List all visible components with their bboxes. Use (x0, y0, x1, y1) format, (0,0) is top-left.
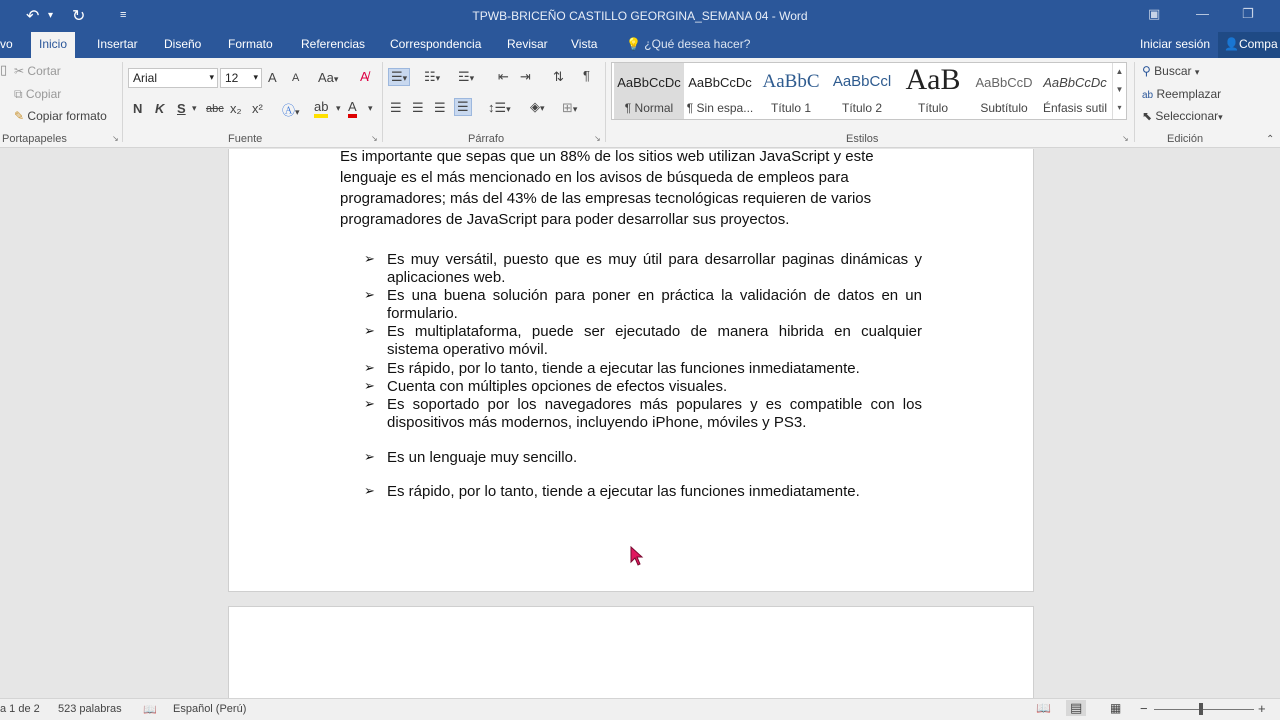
ribbon (0, 58, 1280, 148)
dialog-launcher-icon[interactable]: ↘ (594, 134, 601, 143)
arrow-bullet-icon: ➢ (364, 287, 375, 302)
numbering-icon[interactable]: ☷▾ (424, 69, 441, 84)
redo-icon[interactable]: ↻ (72, 8, 86, 25)
read-mode-icon[interactable]: 📖 (1036, 701, 1051, 715)
replace-icon: ab (1142, 90, 1154, 101)
search-icon: ⚲ (1142, 64, 1151, 78)
arrow-bullet-icon: ➢ (364, 323, 375, 338)
increase-indent-icon[interactable]: ⇥ (520, 69, 531, 84)
chevron-down-icon: ▾ (253, 72, 258, 82)
replace-label: Reemplazar (1156, 87, 1222, 101)
clipboard-group-label: Portapapeles (2, 133, 67, 145)
intro-paragraph: Es importante que sepas que un 88% de los sitios web utilizan JavaScript y este lenguaje es el más mencionado en los avisos de búsqueda de empleos para programadores; más del 43% de las empresas tecnológicas requieren de varios programadores de JavaScript para poder desarrollar sus proyectos. (340, 149, 874, 228)
paste-icon[interactable]: ▯ (0, 62, 8, 77)
person-icon: 👤 (1224, 37, 1239, 51)
ribbon-tabs (0, 32, 1280, 58)
style-name: Título 2 (841, 101, 883, 115)
cut-button[interactable] (14, 64, 61, 78)
shrink-font-button[interactable]: A (292, 72, 300, 84)
undo-icon[interactable]: ↶ (26, 8, 40, 25)
ribbon-display-icon[interactable]: ▣ (1148, 6, 1161, 21)
find-label: Buscar (1154, 64, 1192, 78)
multilevel-list-icon[interactable]: ☲▾ (458, 69, 475, 84)
clear-formatting-icon[interactable]: A̸ (360, 69, 369, 84)
proofing-icon[interactable]: 📖 (143, 704, 157, 716)
change-case-label: Aa (318, 70, 334, 85)
copy-label: Copiar (25, 87, 62, 101)
align-right-icon[interactable]: ☰ (434, 100, 446, 115)
paragraph-group-label: Párrafo (468, 133, 505, 145)
arrow-bullet-icon: ➢ (364, 483, 375, 498)
sort-icon[interactable]: ⇅ (553, 69, 564, 84)
dialog-launcher-icon[interactable]: ↘ (1122, 134, 1129, 143)
font-name-value: Arial (133, 71, 158, 85)
divider (605, 62, 606, 142)
justify-icon[interactable]: ☰ (454, 98, 472, 116)
style-preview: AaB (905, 63, 961, 96)
bullet-item: Cuenta con múltiples opciones de efectos visuales. (387, 378, 728, 395)
bullet-item: Es soportado por los navegadores más populares y es compatible con los dispositivos más modernos, incluyendo iPhone, móviles y PS3. (387, 396, 922, 431)
document-area (0, 149, 1280, 698)
share-button[interactable] (1218, 32, 1280, 58)
bold-button[interactable]: N (133, 101, 143, 116)
align-left-icon[interactable]: ☰ (390, 100, 402, 115)
bullet-item: Es muy versátil, puesto que es muy útil para desarrollar paginas dinámicas y aplicaciones web. (387, 251, 922, 286)
font-name-box[interactable] (128, 68, 218, 88)
style-subtle-emphasis[interactable] (1040, 63, 1110, 119)
divider (122, 62, 123, 142)
tab-home[interactable]: Inicio (31, 32, 75, 58)
shading-icon[interactable]: ◈▾ (530, 99, 545, 114)
style-name: Subtítulo (980, 101, 1028, 115)
page-1[interactable] (228, 149, 1034, 592)
editing-group-label: Edición (1167, 133, 1204, 145)
format-painter-button[interactable] (14, 109, 107, 123)
underline-button[interactable]: S (177, 101, 186, 116)
borders-icon[interactable]: ⊞▾ (562, 100, 578, 115)
copy-icon: ⧉ (14, 87, 23, 101)
minimize-icon[interactable]: — (1196, 6, 1209, 21)
zoom-slider[interactable] (1154, 709, 1254, 710)
decrease-indent-icon[interactable]: ⇤ (498, 69, 509, 84)
font-size-box[interactable] (220, 68, 262, 88)
collapse-ribbon-icon[interactable]: ⌃ (1266, 134, 1275, 145)
font-group-label: Fuente (228, 133, 263, 145)
chevron-down-icon: ▾ (209, 72, 214, 82)
scissors-icon: ✂ (14, 64, 25, 78)
zoom-out-icon[interactable]: − (1140, 701, 1148, 716)
tab-insert[interactable]: Insertar (97, 37, 138, 51)
font-color-dropdown-icon[interactable]: ▾ (368, 103, 373, 113)
tab-references[interactable]: Referencias (301, 37, 366, 51)
style-preview: AaBbCcl (832, 73, 892, 90)
style-preview: AaBbCcD (975, 75, 1033, 90)
style-preview: AaBbCcDc (617, 75, 681, 90)
style-name: Título 1 (770, 101, 812, 115)
dialog-launcher-icon[interactable]: ↘ (112, 134, 119, 143)
styles-gallery (611, 62, 1127, 120)
style-preview: AaBbCcDc (1043, 75, 1107, 90)
tab-view[interactable]: Vista (571, 37, 598, 51)
window-title: TPWB-BRICEÑO CASTILLO GEORGINA_SEMANA 04 - Word (472, 9, 808, 23)
cut-label: Cortar (27, 64, 61, 78)
highlight-icon[interactable]: ab (314, 99, 328, 118)
tab-design[interactable]: Diseño (164, 37, 202, 51)
cursor-select-icon: ⬉ (1142, 109, 1153, 123)
dialog-launcher-icon[interactable]: ↘ (371, 134, 378, 143)
lightbulb-icon: 💡 (626, 37, 641, 51)
arrow-bullet-icon: ➢ (364, 396, 375, 411)
zoom-in-icon[interactable]: + (1258, 701, 1266, 716)
title-bar (0, 0, 1280, 32)
style-preview: AaBbC (762, 71, 820, 92)
replace-button[interactable] (1142, 87, 1221, 101)
style-name: Énfasis sutil (1042, 101, 1108, 115)
style-heading-1[interactable] (756, 63, 826, 119)
strikethrough-button[interactable]: abc (206, 103, 224, 115)
page-count[interactable]: a 1 de 2 (0, 703, 40, 715)
bullets-icon[interactable]: ☰▾ (388, 68, 410, 86)
format-painter-label: Copiar formato (27, 109, 107, 123)
tab-file[interactable]: vo (0, 37, 13, 51)
underline-dropdown-icon[interactable]: ▾ (192, 103, 197, 113)
select-button[interactable]: ⬉ Seleccionar▾ (1142, 109, 1223, 123)
arrow-bullet-icon: ➢ (364, 251, 375, 266)
highlight-dropdown-icon[interactable]: ▾ (336, 103, 341, 113)
style-subtitle[interactable] (969, 63, 1039, 119)
bullet-item: Es una buena solución para poner en práctica la validación de datos en un formulario. (387, 287, 922, 322)
arrow-bullet-icon: ➢ (364, 360, 375, 375)
tab-mailings[interactable]: Correspondencia (390, 37, 482, 51)
styles-group-label: Estilos (846, 133, 879, 145)
undo-dropdown-icon[interactable]: ▾ (48, 10, 54, 21)
tab-review[interactable]: Revisar (507, 37, 548, 51)
gallery-scroll[interactable]: ▲ ▼ ▾ (1112, 63, 1126, 119)
share-label: Compa (1238, 37, 1278, 51)
style-no-spacing[interactable] (685, 63, 755, 119)
style-name: ¶ Normal (624, 101, 674, 115)
grow-font-button[interactable]: A (268, 70, 277, 85)
tell-me-text: ¿Qué desea hacer? (644, 37, 751, 51)
sign-in-link[interactable]: Iniciar sesión (1140, 37, 1211, 51)
language-indicator[interactable]: Español (Perú) (173, 703, 247, 715)
arrow-bullet-icon: ➢ (364, 378, 375, 393)
find-button[interactable]: ⚲ Buscar ▾ (1142, 64, 1200, 78)
word-count[interactable]: 523 palabras (58, 703, 122, 715)
style-heading-2[interactable] (827, 63, 897, 119)
italic-button[interactable]: K (155, 101, 165, 116)
subscript-button[interactable]: x₂ (230, 101, 242, 116)
status-bar (0, 698, 1280, 720)
select-label: Seleccionar (1155, 109, 1219, 123)
print-layout-icon[interactable]: ▤ (1066, 700, 1086, 716)
bullet-item: Es un lenguaje muy sencillo. (387, 449, 578, 466)
line-spacing-icon[interactable]: ↕☰▾ (488, 100, 511, 115)
font-color-icon[interactable]: A (348, 99, 357, 118)
brush-icon: ✎ (14, 109, 25, 123)
text-effects-icon[interactable]: Ⓐ▾ (282, 103, 300, 118)
mouse-cursor-icon (630, 546, 644, 566)
style-name: ¶ Sin espa... (686, 101, 754, 115)
restore-icon[interactable]: ❐ (1242, 6, 1254, 21)
arrow-bullet-icon: ➢ (364, 449, 375, 464)
align-center-icon[interactable]: ☰ (412, 100, 424, 115)
bullet-item: Es multiplataforma, puede ser ejecutado de manera hibrida en cualquier sistema operativo móvil. (387, 323, 922, 358)
font-size-value: 12 (225, 71, 239, 85)
web-layout-icon[interactable]: ▦ (1110, 701, 1122, 715)
pilcrow-icon[interactable]: ¶ (583, 68, 590, 83)
zoom-slider-thumb[interactable] (1199, 703, 1203, 715)
bullet-item: Es rápido, por lo tanto, tiende a ejecutar las funciones inmediatamente. (387, 360, 860, 377)
divider (1134, 62, 1135, 142)
divider (382, 62, 383, 142)
bullet-item: Es rápido, por lo tanto, tiende a ejecutar las funciones inmediatamente. (387, 483, 860, 500)
style-normal[interactable] (614, 63, 684, 119)
superscript-button[interactable]: x² (252, 101, 263, 116)
change-case-button[interactable]: Aa▾ (318, 70, 339, 85)
customize-quick-access-icon[interactable]: ≡ (120, 9, 127, 21)
style-preview: AaBbCcDc (688, 75, 752, 90)
style-title[interactable] (898, 63, 968, 119)
tell-me-search[interactable] (626, 37, 750, 51)
tab-format[interactable]: Formato (228, 37, 273, 51)
page-2[interactable] (228, 606, 1034, 698)
copy-button[interactable] (14, 87, 61, 102)
style-name: Título (917, 101, 948, 115)
